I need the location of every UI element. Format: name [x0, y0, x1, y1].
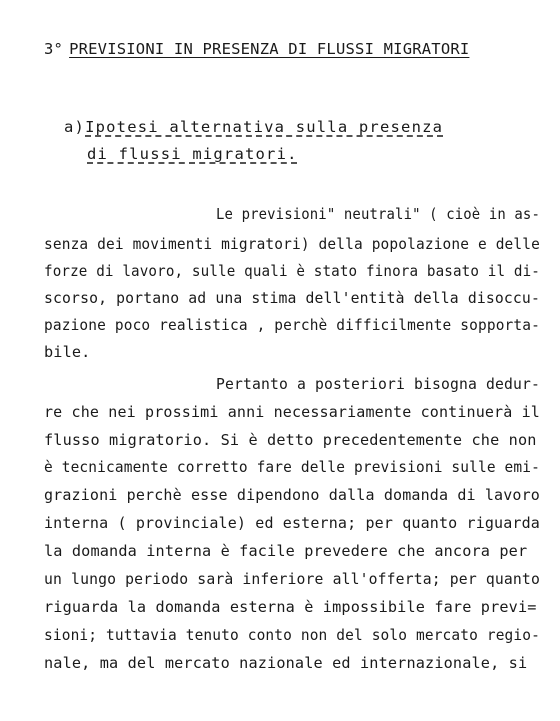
- body-line: bile.: [44, 343, 91, 361]
- subsection-marker: a): [64, 118, 86, 136]
- body-line: Le previsioni" neutrali" ( cioè in as-: [216, 205, 540, 223]
- body-line: nale, ma del mercato nazionale ed internazionale, si: [44, 654, 528, 672]
- subsection-heading-line-1: [64, 118, 443, 136]
- body-line: re che nei prossimi anni necessariamente continuerà il: [44, 403, 540, 421]
- body-line: pazione poco realistica , perchè difficilmente sopporta-: [44, 316, 540, 334]
- section-heading: [44, 40, 469, 58]
- body-line: riguarda la domanda esterna è impossibile fare previ=: [44, 598, 537, 616]
- body-line: un lungo periodo sarà inferiore all'offerta; per quanto: [44, 570, 540, 588]
- section-title: PREVISIONI IN PRESENZA DI FLUSSI MIGRATORI: [69, 40, 470, 58]
- body-line: la domanda interna è facile prevedere che ancora per: [44, 542, 528, 560]
- section-number: 3°: [44, 40, 64, 58]
- subsection-title-line-2: di flussi migratori.: [87, 145, 298, 163]
- body-line: flusso migratorio. Si è detto precedentemente che non: [44, 431, 537, 449]
- body-line: senza dei movimenti migratori) della popolazione e delle: [44, 235, 540, 253]
- body-line: forze di lavoro, sulle quali è stato finora basato il di-: [44, 262, 541, 280]
- body-line: è tecnicamente corretto fare delle previsioni sulle emi-: [44, 458, 540, 476]
- body-line: scorso, portano ad una stima dell'entità della disoccu-: [44, 289, 540, 307]
- subsection-heading-line-2: [87, 145, 298, 163]
- body-line: interna ( provinciale) ed esterna; per quanto riguarda: [44, 514, 540, 532]
- body-line: grazioni perchè esse dipendono dalla domanda di lavoro: [44, 486, 540, 504]
- body-line: Pertanto a posteriori bisogna dedur-: [216, 375, 541, 393]
- subsection-title-line-1: Ipotesi alternativa sulla presenza: [85, 118, 444, 136]
- body-line: sioni; tuttavia tenuto conto non del solo mercato regio-: [44, 626, 540, 644]
